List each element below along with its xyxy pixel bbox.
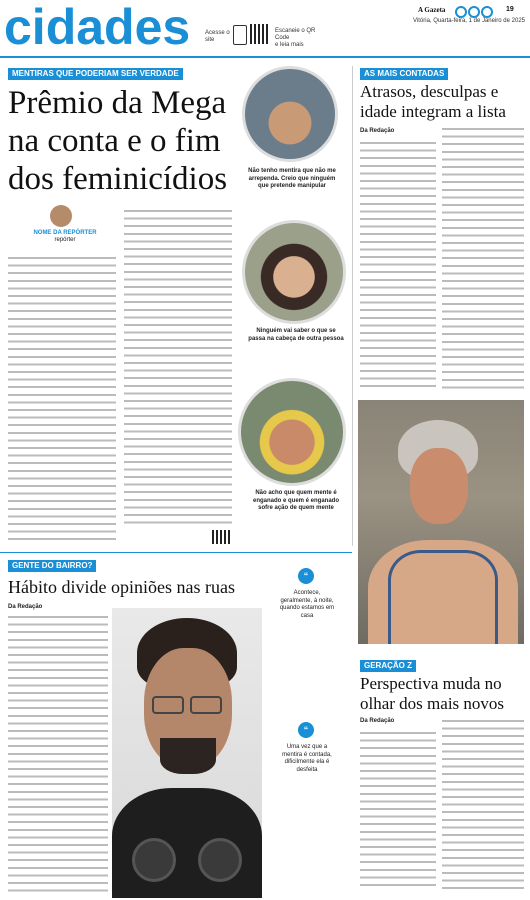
masthead-rule xyxy=(0,56,530,58)
qr-instructions xyxy=(275,28,320,49)
side-quote-1: Acontece, geralmente, à noite, quando estamos em casa xyxy=(279,590,335,619)
quote-2: Ninguém vai saber o que se passa na cabeça de outra pessoa xyxy=(248,328,344,342)
woman-photo xyxy=(358,400,524,644)
bottom-right-headline-line2: olhar dos mais novos xyxy=(360,694,505,713)
portrait-photo-1 xyxy=(242,66,338,162)
right-headline xyxy=(360,82,528,122)
bottom-right-headline-line1: Perspectiva muda no xyxy=(360,674,502,693)
right-headline-line2: idade integram a lista xyxy=(360,102,506,121)
bottom-right-headline xyxy=(360,674,528,714)
right-byline: Da Redação xyxy=(360,128,395,134)
column-divider xyxy=(352,66,353,546)
man-photo xyxy=(112,608,262,898)
qr-code-icon[interactable] xyxy=(250,24,270,44)
author-name: NOME DA REPÓRTER xyxy=(33,230,97,236)
story-qr-icon[interactable] xyxy=(212,530,230,544)
right-body-column-1 xyxy=(360,140,436,390)
bottom-right-column-2 xyxy=(442,718,524,890)
right-kicker: AS MAIS CONTADAS xyxy=(360,68,448,80)
bottom-left-body xyxy=(8,614,108,894)
portrait-photo-3 xyxy=(238,378,346,486)
bottom-left-byline: Da Redação xyxy=(8,604,43,610)
brand-name: A Gazeta xyxy=(418,6,446,14)
bottom-right-byline: Da Redação xyxy=(360,718,395,724)
section-title: cidades xyxy=(4,0,191,55)
section-separator xyxy=(0,552,352,553)
bottom-right-kicker: GERAÇÃO Z xyxy=(360,660,416,672)
main-headline xyxy=(8,84,243,198)
mid-text: Acesse o site xyxy=(205,30,230,43)
main-headline-line1: Prêmio da Mega xyxy=(8,85,227,121)
page-number: 19 xyxy=(506,6,514,13)
side-quote-2: Uma vez que a mentira é contada, dificilmente ela é desfeita xyxy=(282,744,332,773)
main-body-column-2 xyxy=(124,208,232,526)
right-body-column-2 xyxy=(442,126,524,390)
author-avatar xyxy=(50,205,72,227)
quote-3: Não acho que quem mente é enganado e quem é enganado sofre ação de quem mente xyxy=(252,490,339,511)
qr-instructions-line2: e leia mais xyxy=(275,42,304,48)
qr-instructions-line1: Escaneie o QR Code xyxy=(275,28,316,41)
date-line: Vitória, Quarta-feira, 1 de Janeiro de 2025 xyxy=(413,18,525,24)
bottom-left-kicker: GENTE DO BAIRRO? xyxy=(8,560,96,572)
quote-bubble-icon-1: “ xyxy=(298,568,314,584)
phone-icon xyxy=(233,25,247,45)
author-role: repórter xyxy=(54,237,76,243)
main-headline-line2: na conta e o fim xyxy=(8,123,221,159)
quote-1: Não tenho mentira que não me arrependa. Creio que ninguém que pretende manipular xyxy=(248,168,336,189)
main-body-column-1 xyxy=(8,255,116,545)
main-kicker: MENTIRAS QUE PODERIAM SER VERDADE xyxy=(8,68,183,80)
quote-bubble-icon-2: “ xyxy=(298,722,314,738)
bottom-left-headline: Hábito divide opiniões nas ruas xyxy=(8,577,235,597)
right-headline-line1: Atrasos, desculpas e xyxy=(360,82,499,101)
bottom-right-column-1 xyxy=(360,730,436,890)
portrait-photo-2 xyxy=(242,220,346,324)
main-headline-line3: dos feminicídios xyxy=(8,161,228,197)
